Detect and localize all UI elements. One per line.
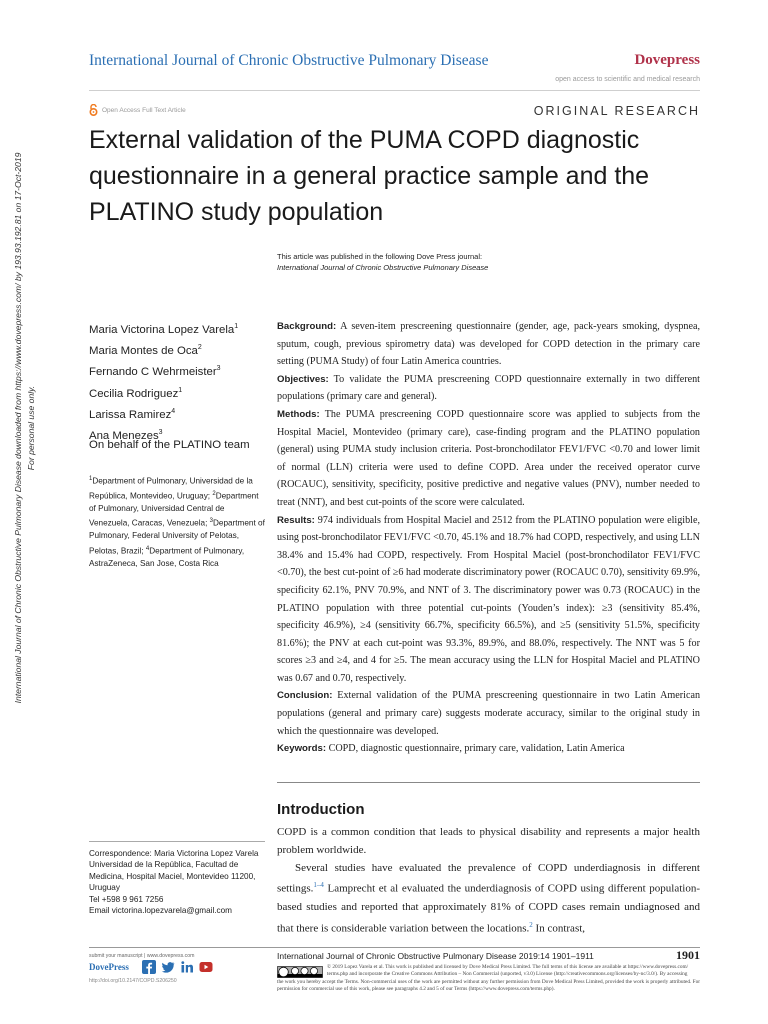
- author[interactable]: Maria Montes de Oca$^2$: [89, 344, 202, 357]
- citation-link[interactable]: 2: [529, 920, 533, 929]
- facebook-icon[interactable]: [142, 960, 156, 974]
- license-line-2: terms.php and incorporate the Creative Commons Attribution – Non Commercial (unported, v3.0) License (http://creativecommons.org/licenses/by-nc/3.0/). By accessing: [327, 971, 688, 978]
- watermark-line-2: For personal use only.: [26, 385, 36, 471]
- social-links: [142, 960, 213, 974]
- intro-paragraph-1: COPD is a common condition that leads to physical disability and represents a major health problem worldwide.: [277, 826, 700, 856]
- license-line-1: © 2019 Lopez Varela et al. This work is published and licensed by Dove Medical Press Limited. The full terms of this license are available at https://www.dovepress.com/: [327, 964, 689, 970]
- article-title: External validation of the PUMA COPD diagnostic questionnaire in a general practice sample and the PLATINO study population: [89, 126, 650, 226]
- header-divider: [89, 90, 700, 91]
- correspondence-email[interactable]: Email victorina.lopezvarela@gmail.com: [89, 906, 233, 916]
- linkedin-icon[interactable]: [180, 960, 194, 974]
- abstract-keywords: Keywords: COPD, diagnostic questionnaire, primary care, validation, Latin America: [277, 743, 625, 755]
- author-list: [89, 318, 269, 445]
- download-watermark: [12, 78, 44, 778]
- open-access-badge: [89, 104, 186, 116]
- doi-link[interactable]: http://doi.org/10.2147/COPD.S206250: [89, 978, 177, 984]
- correspondence-divider: [89, 841, 265, 842]
- brand-tagline: open access to scientific and medical research: [555, 76, 700, 83]
- page-number: 1901: [676, 948, 700, 962]
- abstract: [277, 318, 700, 758]
- published-note-text: This article was published in the following Dove Press journal:: [277, 252, 483, 261]
- abstract-results: Results: 974 individuals from Hospital Maciel and 2512 from the PLATINO population were eligible, using post-bronchodilator FEV1/FVC <0.70, 45.1% and 18.7% had COPD, respectively, and using LLN 38.4% and 15.4% had COPD, respectively. From Hospital Maciel (post-bronchodilator FEV1/FVC <0.70), the best cut-point of ≥6 had moderate discriminatory power (ROCAUC 0.70), sensitivity 69.9%, specificity 62.1%, PNV 70.9%, and NNT of 3. The discriminatory power was 0.73 (ROCAUC) in the PLATINO population with three potential cut-points (Youden’s index): ≥3 (sensitivity 85.4%, specificity 46.9%), ≥4 (sensitivity 66.7%, specificity 66.5%), and ≥5 (sensitivity 51.5%, specificity 81.6%); the PNV at each cut-point was 93.3%, 89.9%, and 88.0%, respectively. The NNT was 5 for scores ≥3 and ≥4, and 4 for ≥5. The mean accuracy using the LLN for Hospital Maciel and PLATINO was 0.67 and 0.70, respectively.: [277, 514, 700, 684]
- creative-commons-icon[interactable]: [277, 966, 323, 978]
- dovepress-footer-logo[interactable]: DovePress: [89, 962, 129, 972]
- study-group: On behalf of the PLATINO team: [89, 439, 250, 451]
- author[interactable]: Ana Menezes$^3$: [89, 429, 163, 442]
- open-access-icon: [89, 104, 98, 116]
- submit-manuscript-link[interactable]: submit your manuscript | www.dovepress.com: [89, 953, 195, 959]
- abstract-divider: [277, 782, 700, 783]
- author[interactable]: Maria Victorina Lopez Varela$^1$: [89, 323, 239, 336]
- abstract-conclusion: Conclusion: External validation of the PUMA prescreening questionnaire in two Latin American populations (general and primary care) suggests moderate accuracy, similar to the original study in which the questionnaire was developed.: [277, 690, 701, 737]
- watermark-line-1: International Journal of Chronic Obstructive Pulmonary Disease downloaded from https://www.dovepress.com/ by 193.93.192.81 on 17-Oct-2019: [13, 152, 23, 704]
- abstract-objectives: Objectives: To validate the PUMA prescreening COPD questionnaire externally in two different populations (primary care and general).: [277, 373, 700, 403]
- footer-citation: International Journal of Chronic Obstructive Pulmonary Disease 2019:14 1901–1911: [277, 951, 594, 961]
- author[interactable]: Cecilia Rodriguez$^1$: [89, 386, 183, 400]
- introduction-body: [277, 824, 700, 938]
- correspondence-label: Correspondence: Maria Victorina Lopez Varela: [89, 849, 259, 858]
- published-note: [277, 251, 697, 273]
- intro-paragraph-2: Several studies have evaluated the prevalence of COPD underdiagnosis in different settings.$^{1-4}$ Lamprecht et al evaluated the underdiagnosis of COPD using different population-based studies and reported that approximately 81% of COPD cases remain undiagnosed and that there is considerable variation between the locations.$^2$ In contrast,: [277, 861, 700, 935]
- journal-title[interactable]: International Journal of Chronic Obstructive Pulmonary Disease: [89, 52, 489, 69]
- author[interactable]: Fernando C Wehrmeister$^3$: [89, 365, 221, 379]
- twitter-icon[interactable]: [161, 960, 175, 974]
- dovepress-logo[interactable]: Dovepress: [634, 52, 700, 68]
- introduction-heading: Introduction: [277, 801, 365, 818]
- abstract-background: Background: A seven-item prescreening questionnaire (gender, age, pack-years smoking, dyspnea, sputum, cough, previous spirometry data) was developed for COPD detection in the primary care setting (PUMA Study) of four Latin America countries.: [277, 321, 700, 368]
- published-note-journal[interactable]: International Journal of Chronic Obstructive Pulmonary Disease: [277, 263, 489, 272]
- youtube-icon[interactable]: [199, 960, 213, 974]
- footer-divider: [89, 947, 700, 948]
- affiliations: $^1$Department of Pulmonary, Universidad de la República, Montevideo, Uruguay; $^2$Department of Pulmonary, Universidad Central de Venezuela, Caracas, Venezuela; $^3$Department of Pulmonary, Federal University of Pelotas, Pelotas, Brazil; $^4$Department of Pulmonary, AstraZeneca, San Jose, Costa Rica: [89, 476, 265, 568]
- license-text: [327, 964, 700, 979]
- correspondence-tel: Tel +598 9 961 7256: [89, 894, 164, 904]
- citation-link[interactable]: 1–4: [313, 881, 324, 890]
- license-continuation: the work you hereby accept the Terms. Non-commercial uses of the work are permitted without any further permission from Dove Medical Press Limited, provided the work is properly attributed. For permission for commercial use of this work, please see paragraphs 4.2 and 5 of our Terms (https://www.dovepress.com/terms.php).: [277, 979, 700, 993]
- correspondence-address: Universidad de la República, Facultad de Medicina, Hospital Maciel, Montevideo 11200, Uruguay: [89, 860, 256, 893]
- article-type: ORIGINAL RESEARCH: [533, 104, 700, 118]
- author[interactable]: Larissa Ramirez$^4$: [89, 407, 176, 421]
- correspondence: [89, 848, 265, 916]
- abstract-methods: Methods: The PUMA prescreening COPD questionnaire score was applied to subjects from the Hospital Maciel, Montevideo (primary care), case-finding program and the PLATINO population (general) using PUMA study inclusion criteria. Post-bronchodilator FEV1/FVC <0.70 and lower limit of normal (LLN) criteria were used to define COPD. Area under the received operator curve (ROCAUC), sensitivity, specificity, positive predictive and negative values (PNV), number needed to treat (NNT), and best cut-points of the score were calculated.: [277, 408, 701, 508]
- open-access-label: Open Access Full Text Article: [102, 106, 186, 114]
